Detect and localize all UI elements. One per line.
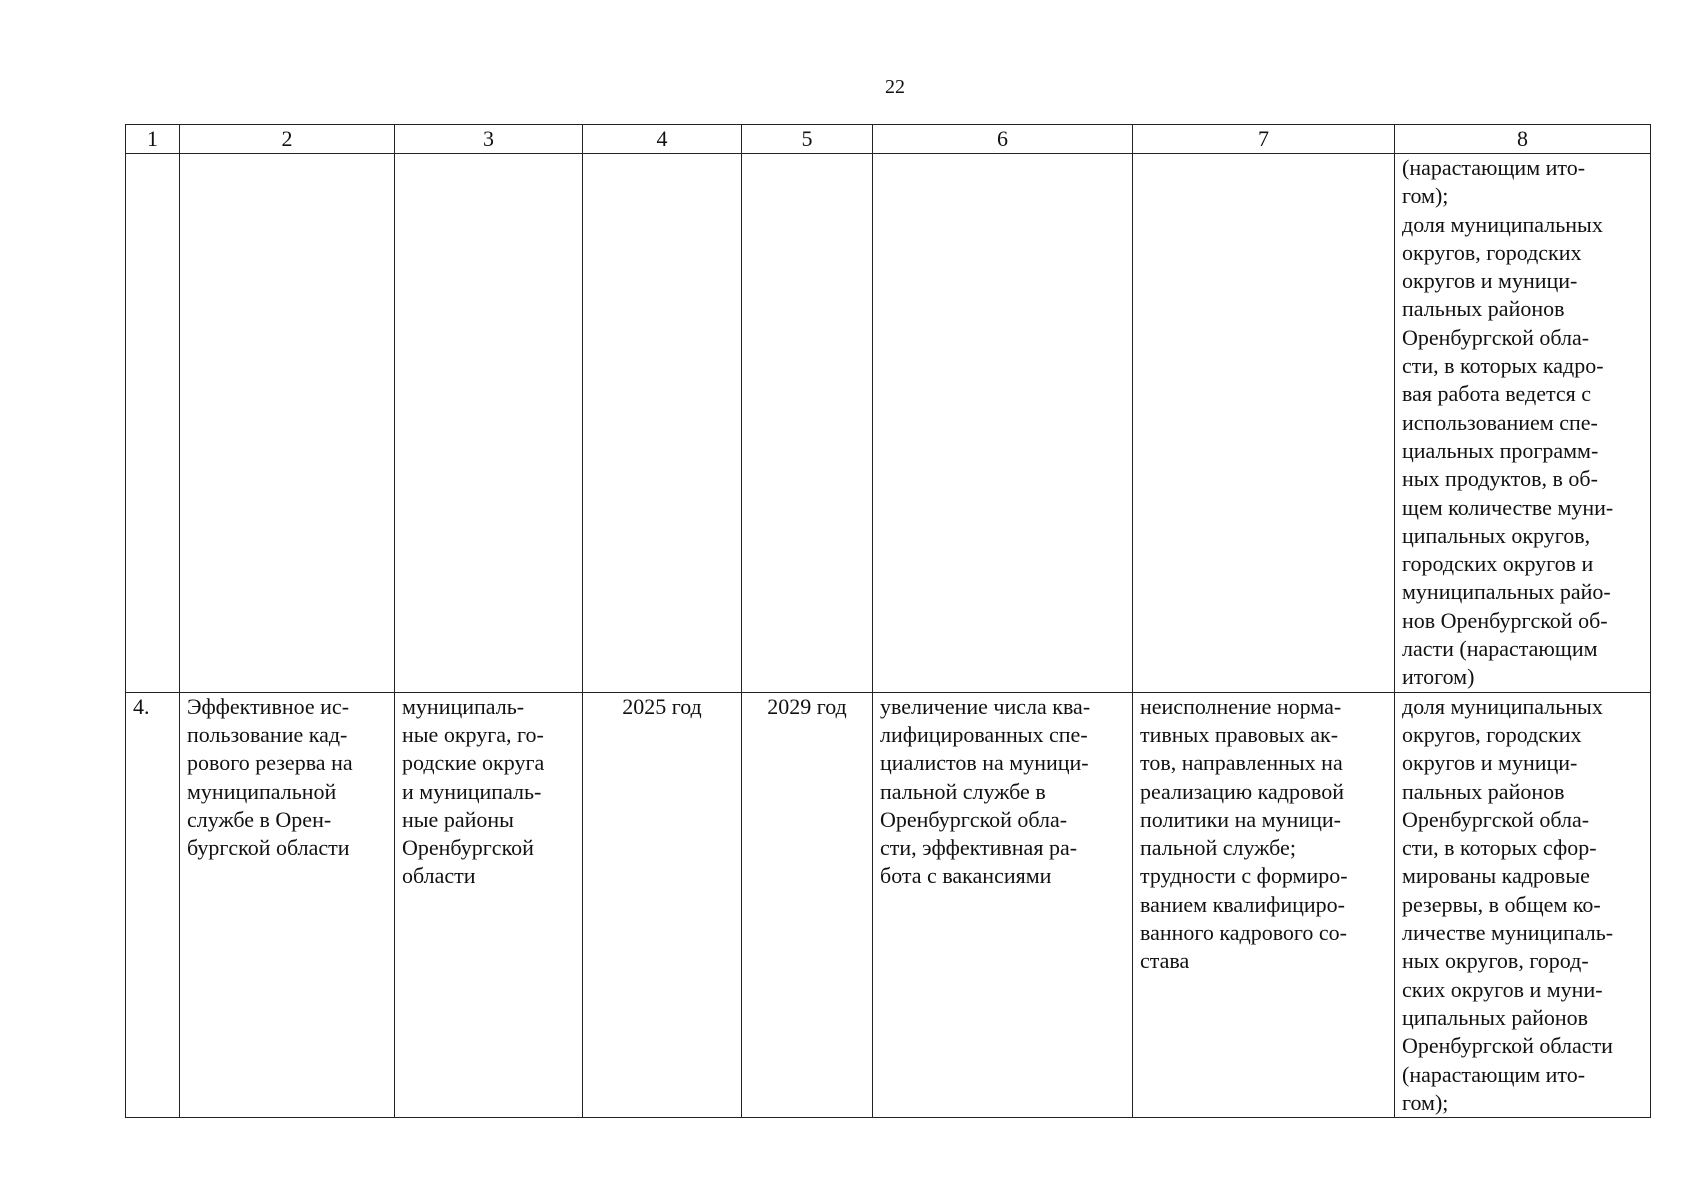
cell-text-line: итогом) <box>1402 664 1475 690</box>
indicator-cell <box>1395 692 1651 1117</box>
cell-text-line: пальных районов <box>1402 296 1565 322</box>
empty-cell <box>126 154 180 693</box>
column-number: 6 <box>873 125 1133 154</box>
cell-text-line: округов и муници- <box>1402 750 1578 776</box>
row-number: 4. <box>126 692 180 1117</box>
start-year-cell: 2025 год <box>583 692 742 1117</box>
cell-text-line: бургской области <box>187 835 350 861</box>
cell-text-line: ципальных районов <box>1402 1004 1589 1030</box>
cell-text-line: ванного кадрового со- <box>1140 920 1348 946</box>
cell-text-line: реализацию кадровой <box>1140 778 1345 804</box>
cell-text-line: муниципаль- <box>402 693 525 719</box>
cell-text-line: увеличение числа ква- <box>880 693 1091 719</box>
cell-text-line: округов и муници- <box>1402 268 1578 294</box>
cell-text-line: щем количестве муни- <box>1402 494 1614 520</box>
column-number: 3 <box>395 125 583 154</box>
cell-text-line: ные округа, го- <box>402 721 544 747</box>
measure-name-cell <box>180 692 395 1117</box>
column-number: 7 <box>1133 125 1395 154</box>
cell-text-line: тов, направленных на <box>1140 750 1343 776</box>
cell-text-line: неисполнение норма- <box>1140 693 1342 719</box>
document-table <box>125 124 1651 1118</box>
cell-text-line: пользование кад- <box>187 721 348 747</box>
cell-text-line: сти, эффективная ра- <box>880 835 1078 861</box>
column-number: 1 <box>126 125 180 154</box>
cell-text-line: ных округов, город- <box>1402 948 1589 974</box>
cell-text-line: пальной службе в <box>880 778 1046 804</box>
cell-text-line: округов, городских <box>1402 721 1582 747</box>
cell-text-line: муниципальной <box>187 778 337 804</box>
consequences-cell <box>1133 692 1395 1117</box>
cell-text-line: Эффективное ис- <box>187 693 350 719</box>
cell-text-line: Оренбургской обла- <box>1402 324 1590 350</box>
cell-text-line: вая работа ведется с <box>1402 381 1592 407</box>
column-number: 4 <box>583 125 742 154</box>
empty-cell <box>180 154 395 693</box>
cell-text-line: лифицированных спе- <box>880 721 1088 747</box>
empty-cell <box>395 154 583 693</box>
end-year-cell: 2029 год <box>742 692 873 1117</box>
cell-text-line: Оренбургской обла- <box>1402 806 1590 832</box>
cell-text-line: ских округов и муни- <box>1402 976 1603 1002</box>
column-number: 2 <box>180 125 395 154</box>
column-number-row <box>126 125 1651 154</box>
empty-cell <box>742 154 873 693</box>
continuation-row <box>126 154 1651 693</box>
cell-text-line: пальной службе; <box>1140 835 1296 861</box>
cell-text-line: гом); <box>1402 1089 1449 1115</box>
empty-cell <box>873 154 1133 693</box>
cell-text-line: гом); <box>1402 183 1449 209</box>
cell-text-line: бота с вакансиями <box>880 863 1052 889</box>
cell-text-line: ванием квалифициро- <box>1140 891 1345 917</box>
cell-text-line: рового резерва на <box>187 750 353 776</box>
cell-text-line: доля муниципальных <box>1402 211 1603 237</box>
cell-text-line: ласти (нарастающим <box>1402 636 1598 662</box>
cell-text-line: Оренбургской области <box>1402 1033 1613 1059</box>
cell-text-line: Оренбургской обла- <box>880 806 1068 832</box>
cell-text-line: округов, городских <box>1402 239 1582 265</box>
cell-text-line: циалистов на муници- <box>880 750 1089 776</box>
cell-text-line: личестве муниципаль- <box>1402 920 1614 946</box>
cell-text-line: политики на муници- <box>1140 806 1341 832</box>
cell-text-line: нов Оренбургской об- <box>1402 607 1608 633</box>
cell-text-line: сти, в которых кадро- <box>1402 353 1604 379</box>
cell-text-line: Оренбургской <box>402 835 534 861</box>
empty-cell <box>583 154 742 693</box>
empty-cell <box>1133 154 1395 693</box>
cell-text-line: резервы, в общем ко- <box>1402 891 1601 917</box>
cell-text-line: циальных программ- <box>1402 437 1599 463</box>
executor-cell <box>395 692 583 1117</box>
cell-text-line: доля муниципальных <box>1402 693 1603 719</box>
indicator-cell <box>1395 154 1651 693</box>
cell-text-line: сти, в которых сфор- <box>1402 835 1597 861</box>
cell-text-line: городских округов и <box>1402 551 1594 577</box>
cell-text-line: использованием спе- <box>1402 409 1598 435</box>
cell-text-line: тивных правовых ак- <box>1140 721 1339 747</box>
cell-text-line: службе в Орен- <box>187 806 332 832</box>
column-number: 5 <box>742 125 873 154</box>
cell-text-line: пальных районов <box>1402 778 1565 804</box>
cell-text-line: и муниципаль- <box>402 778 542 804</box>
cell-text-line: ных продуктов, в об- <box>1402 466 1598 492</box>
cell-text-line: родские округа <box>402 750 545 776</box>
cell-text-line: мированы кадровые <box>1402 863 1590 889</box>
cell-text-line: (нарастающим ито- <box>1402 155 1586 180</box>
table-row <box>126 692 1651 1117</box>
column-number: 8 <box>1395 125 1651 154</box>
cell-text-line: ные районы <box>402 806 514 832</box>
cell-text-line: трудности с формиро- <box>1140 863 1348 889</box>
cell-text-line: става <box>1140 948 1190 974</box>
cell-text-line: области <box>402 863 476 889</box>
page-number: 22 <box>885 76 905 98</box>
expected-result-cell <box>873 692 1133 1117</box>
cell-text-line: (нарастающим ито- <box>1402 1061 1586 1087</box>
cell-text-line: ципальных округов, <box>1402 522 1591 548</box>
cell-text-line: муниципальных райо- <box>1402 579 1611 605</box>
